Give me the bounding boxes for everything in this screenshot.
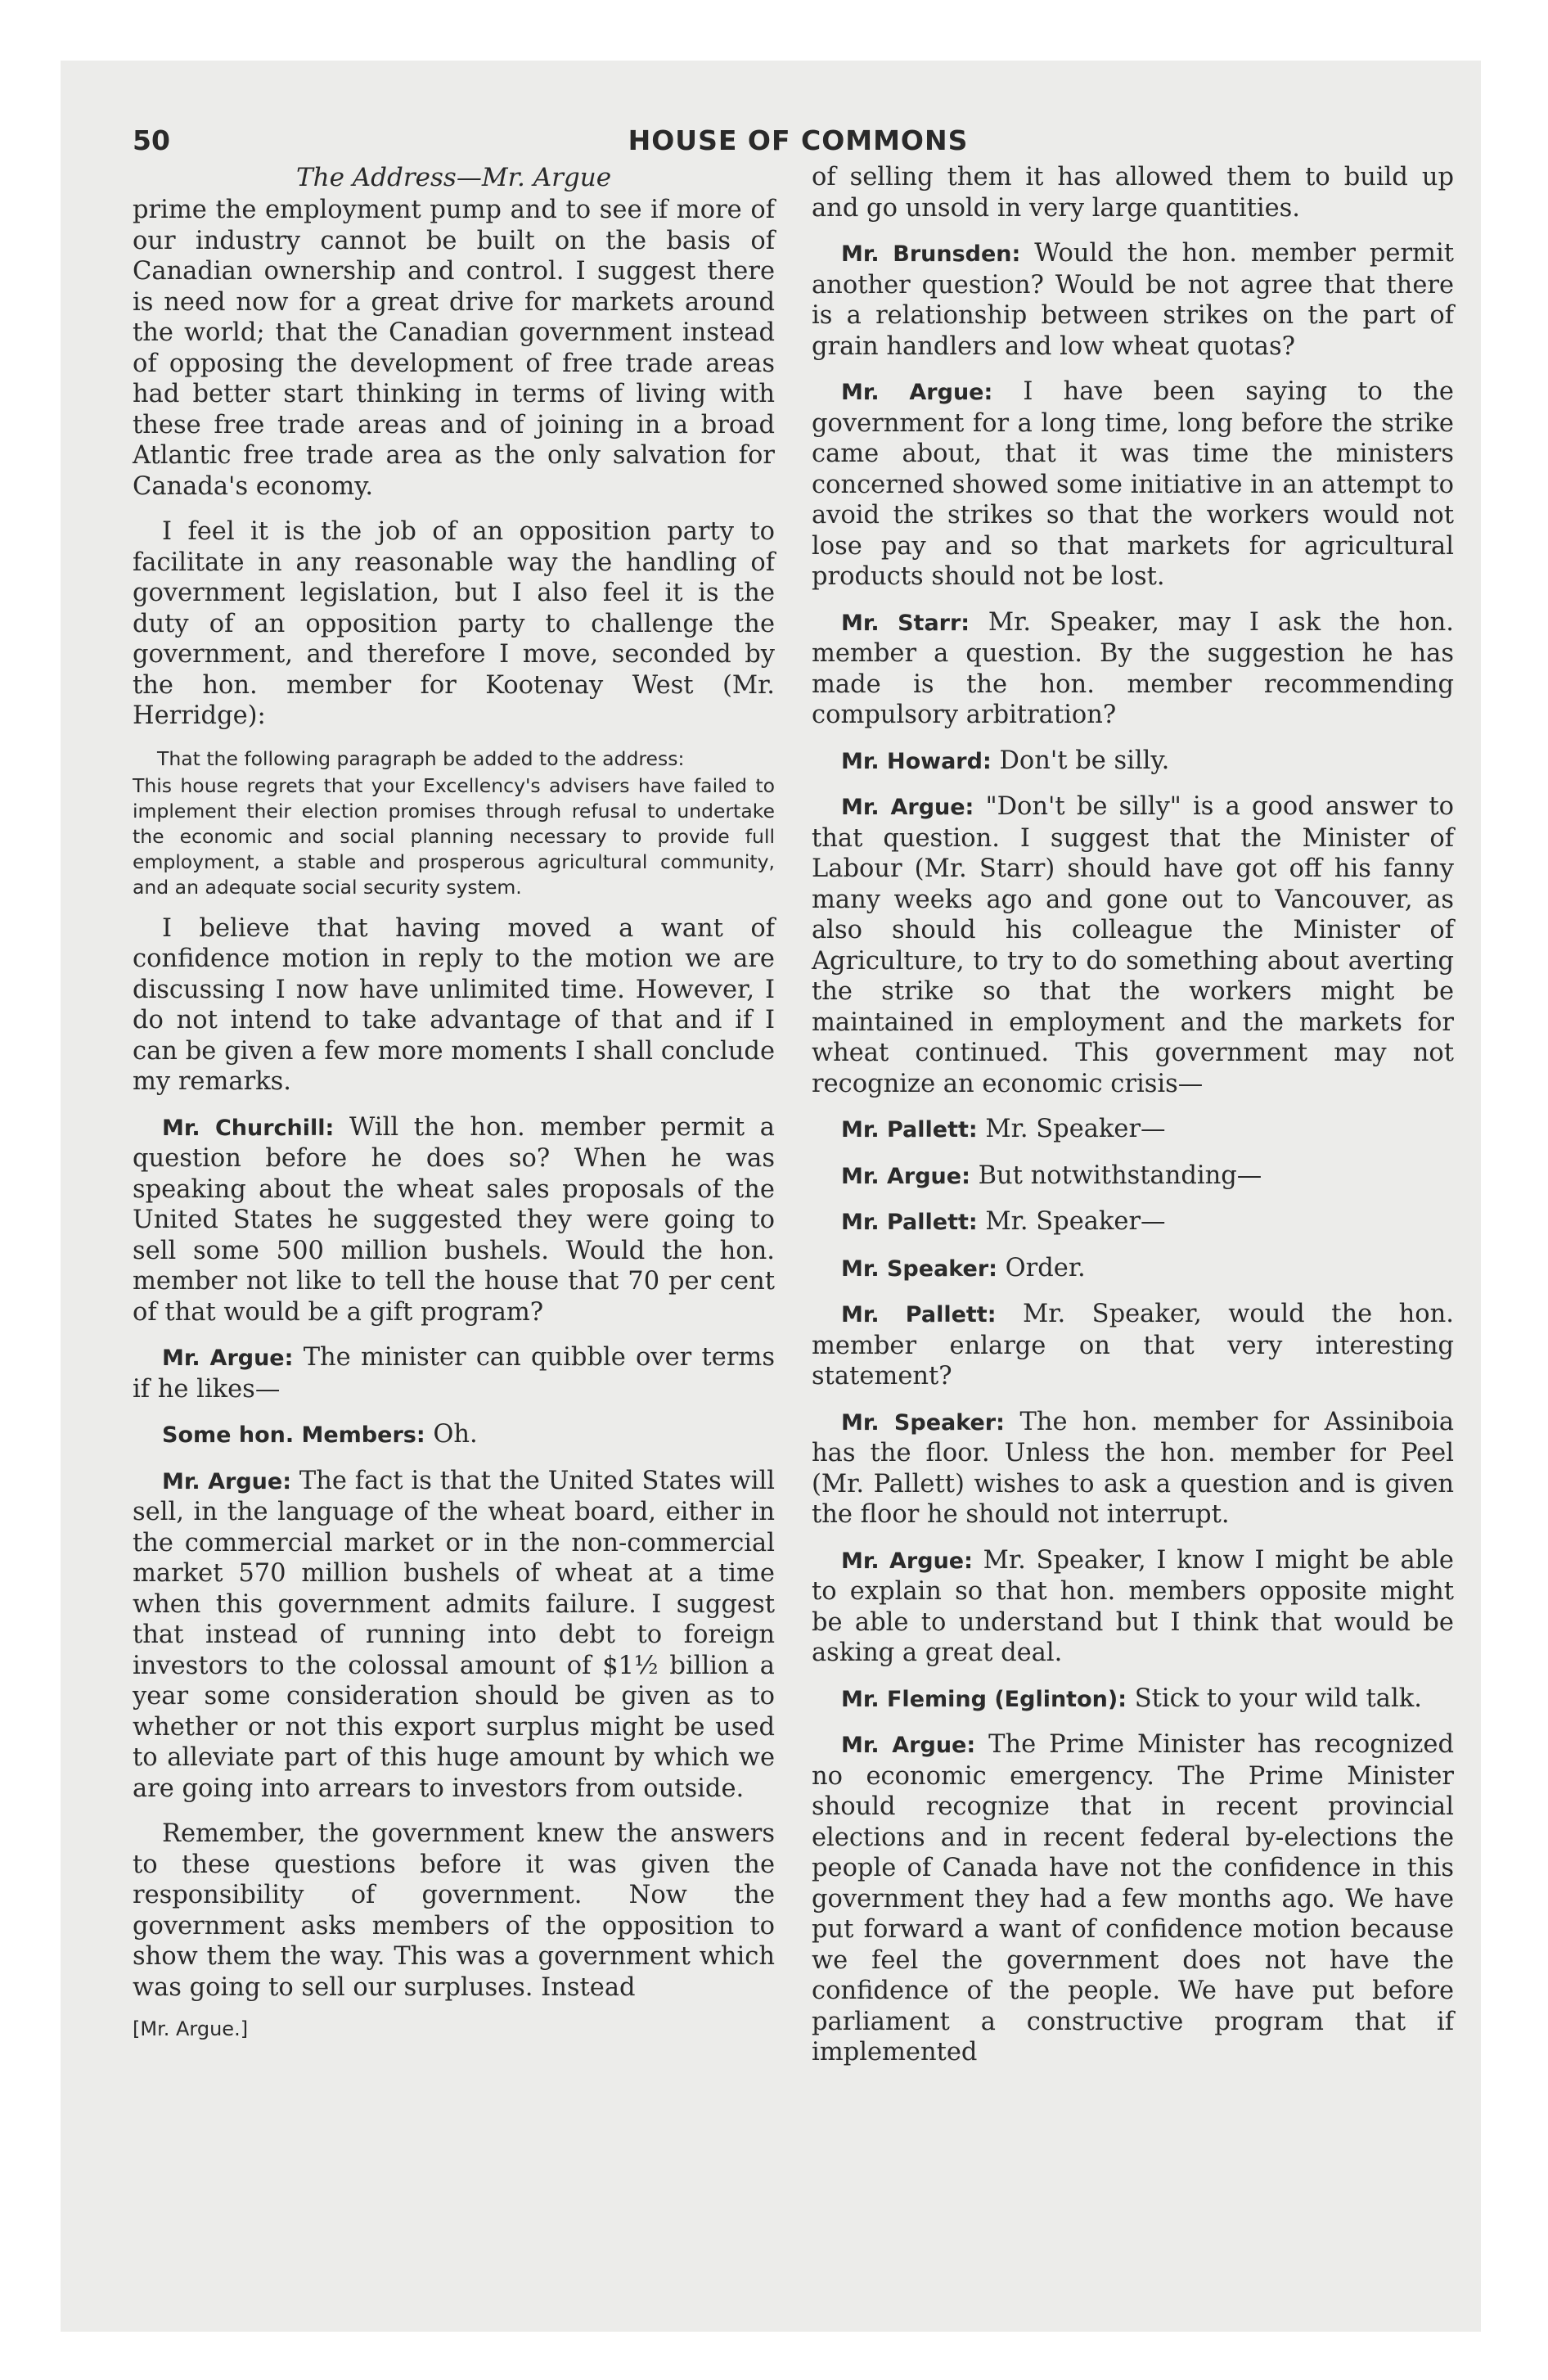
speaker-name: Mr. Argue:: [162, 1346, 294, 1371]
speech: [133, 1112, 775, 1328]
speech: [133, 1342, 775, 1404]
speaker-name: Mr. Argue:: [841, 795, 974, 820]
speech-text: Mr. Speaker—: [985, 1207, 1166, 1236]
speaker-name: Mr. Speaker:: [841, 1255, 997, 1282]
speaker-name: Mr. Argue:: [841, 1163, 970, 1189]
paragraph: prime the employment pump and to see if more of our industry cannot be built on the basis of Canadian ownership and control. I suggest there is need now for a great drive for markets around the world; that the Canadian government instead of opposing the development of free trade areas had better start thinking in terms of living with these free trade areas and of joining in a broad Atlantic free trade area as the only salvation for Canada's economy.: [133, 196, 775, 501]
speaker-name: Mr. Brunsden:: [841, 241, 1021, 267]
speech-text: Mr. Speaker, may I ask the hon. member a question. By the suggestion he has made is the hon. member recommending compulsory arbitration?: [812, 607, 1454, 729]
speech: [812, 1114, 1454, 1146]
speech-text: Don't be silly.: [999, 746, 1170, 775]
speech-text: But notwithstanding—: [978, 1161, 1262, 1190]
speech: [812, 1253, 1454, 1285]
speech-text: Order.: [1005, 1253, 1086, 1282]
speaker-name: Mr. Starr:: [841, 610, 970, 636]
speaker-footer: [Mr. Argue.]: [133, 2017, 249, 2040]
section-subhead: The Address—Mr. Argue: [295, 163, 612, 192]
speech: [812, 1407, 1454, 1530]
speech-text: Would the hon. member permit another question? Would be not agree that there is a relationship between strikes on the part of grain handlers and low wheat quotas?: [812, 239, 1454, 361]
speech: [812, 1206, 1454, 1238]
speaker-name: Mr. Argue:: [841, 380, 993, 405]
speech-text: Mr. Speaker, I know I might be able to explain so that hon. members opposite might be able to understand but I think that would be asking a great deal.: [812, 1545, 1454, 1667]
speech: [812, 1545, 1454, 1669]
speaker-name: Mr. Argue:: [162, 1468, 292, 1494]
left-column: [133, 162, 775, 2040]
speech: [812, 376, 1454, 593]
speaker-name: Mr. Speaker:: [841, 1409, 1005, 1436]
speaker-name: Mr. Howard:: [841, 748, 992, 774]
speech: [812, 791, 1454, 1099]
speech-text: The fact is that the United States will sell, in the language of the wheat board, either in the commercial market or in the non-commercial market 570 million bushels of wheat at a time when this government admits failure. I suggest that instead of running into debt to foreign investors to the colossal amount of $1½ billion a year some consideration should be given as to whether or not this export surplus might be used to alleviate part of this huge amount by which we are going into arrears to investors from outside.: [133, 1466, 775, 1803]
speech-text: "Don't be silly" is a good answer to that question. I suggest that the Minister of Labour (Mr. Starr) should have got off his fanny many weeks ago and gone out to Vancouver, as also should his colleague the Minister of Agriculture, to try to do something about averting the strike so that the workers might be maintained in employment and the markets for wheat continued. This government may not recognize an economic crisis—: [812, 792, 1454, 1098]
speaker-name: Mr. Churchill:: [162, 1115, 335, 1141]
page-header: [133, 124, 1464, 162]
speech-text: I have been saying to the government for a long time, long before the strike came about, that it was time the ministers concerned showed some initiative in an attempt to avoid the strikes so that the workers would not lose pay and so that markets for agricultural products should not be lost.: [812, 377, 1454, 591]
right-column: [812, 162, 1454, 2083]
paragraph: I feel it is the job of an opposition party to facilitate in any reasonable way the handling of government legislation, but I also feel it is the duty of an opposition party to challenge the government, and therefore I move, seconded by the hon. member for Kootenay West (Mr. Herridge):: [133, 517, 775, 730]
speaker-name: Mr. Argue:: [841, 1733, 976, 1758]
motion-text: This house regrets that your Excellency's advisers have failed to implement their election promises through refusal to undertake the economic and social planning necessary to provide full employment, a stable and prosperous agricultural community, and an adequate social security system.: [133, 773, 775, 899]
speaker-name: Mr. Pallett:: [841, 1302, 997, 1327]
speech-text: Mr. Speaker, would the hon. member enlarge on that very interesting statement?: [812, 1300, 1454, 1391]
speaker-name: Mr. Fleming (Eglinton):: [841, 1686, 1127, 1712]
paragraph: of selling them it has allowed them to build up and go unsold in very large quantities.: [812, 163, 1454, 223]
speech: [133, 1419, 775, 1451]
speech-text: Stick to your wild talk.: [1134, 1684, 1422, 1713]
speech: [812, 746, 1454, 778]
document-page: [133, 124, 1464, 2067]
speech-text: Oh.: [433, 1420, 478, 1449]
speech: [812, 1729, 1454, 2068]
speech-text: Mr. Speaker—: [985, 1115, 1166, 1143]
speech-text: The minister can quibble over terms if he likes—: [133, 1343, 775, 1404]
speech-text: The hon. member for Assiniboia has the floor. Unless the hon. member for Peel (Mr. Pallett) wishes to ask a question and is given the floor he should not interrupt.: [812, 1407, 1455, 1529]
speech: [133, 1466, 775, 1805]
running-head: HOUSE OF COMMONS: [628, 124, 969, 156]
speech: [812, 1299, 1454, 1392]
speech: [812, 1684, 1454, 1715]
page-number: 50: [133, 124, 170, 156]
speech: [812, 238, 1454, 362]
speech: [812, 1161, 1454, 1192]
speech-text: Will the hon. member permit a question before he does so? When he was speaking about the wheat sales proposals of the United States he suggested they were going to sell some 500 million bushels. Would the hon. member not like to tell the house that 70 per cent of that would be a gift program?: [133, 1112, 775, 1327]
paragraph: I believe that having moved a want of confidence motion in reply to the motion we are discussing I now have unlimited time. However, I do not intend to take advantage of that and if I can be given a few more moments I shall conclude my remarks.: [133, 913, 775, 1096]
speaker-name: Mr. Pallett:: [841, 1210, 978, 1235]
speech-text: The Prime Minister has recognized no economic emergency. The Prime Minister should recognize that in recent provincial elections and in recent federal by-elections the people of Canada have not the confidence in this government they had a few months ago. We have put forward a want of confidence motion because we feel the government does not have the confidence of the people. We have put before parliament a constructive program that if implemented: [812, 1730, 1454, 2067]
motion-intro: That the following paragraph be added to the address:: [157, 746, 685, 770]
speaker-name: Mr. Argue:: [841, 1548, 973, 1574]
paragraph: Remember, the government knew the answers to these questions before it was given the responsibility of government. Now the government asks members of the opposition to show them the way. This was a government which was going to sell our surpluses. Instead: [133, 1819, 775, 2002]
speaker-name: Some hon. Members:: [162, 1422, 425, 1448]
speaker-name: Mr. Pallett:: [841, 1117, 978, 1143]
speech: [812, 607, 1454, 731]
